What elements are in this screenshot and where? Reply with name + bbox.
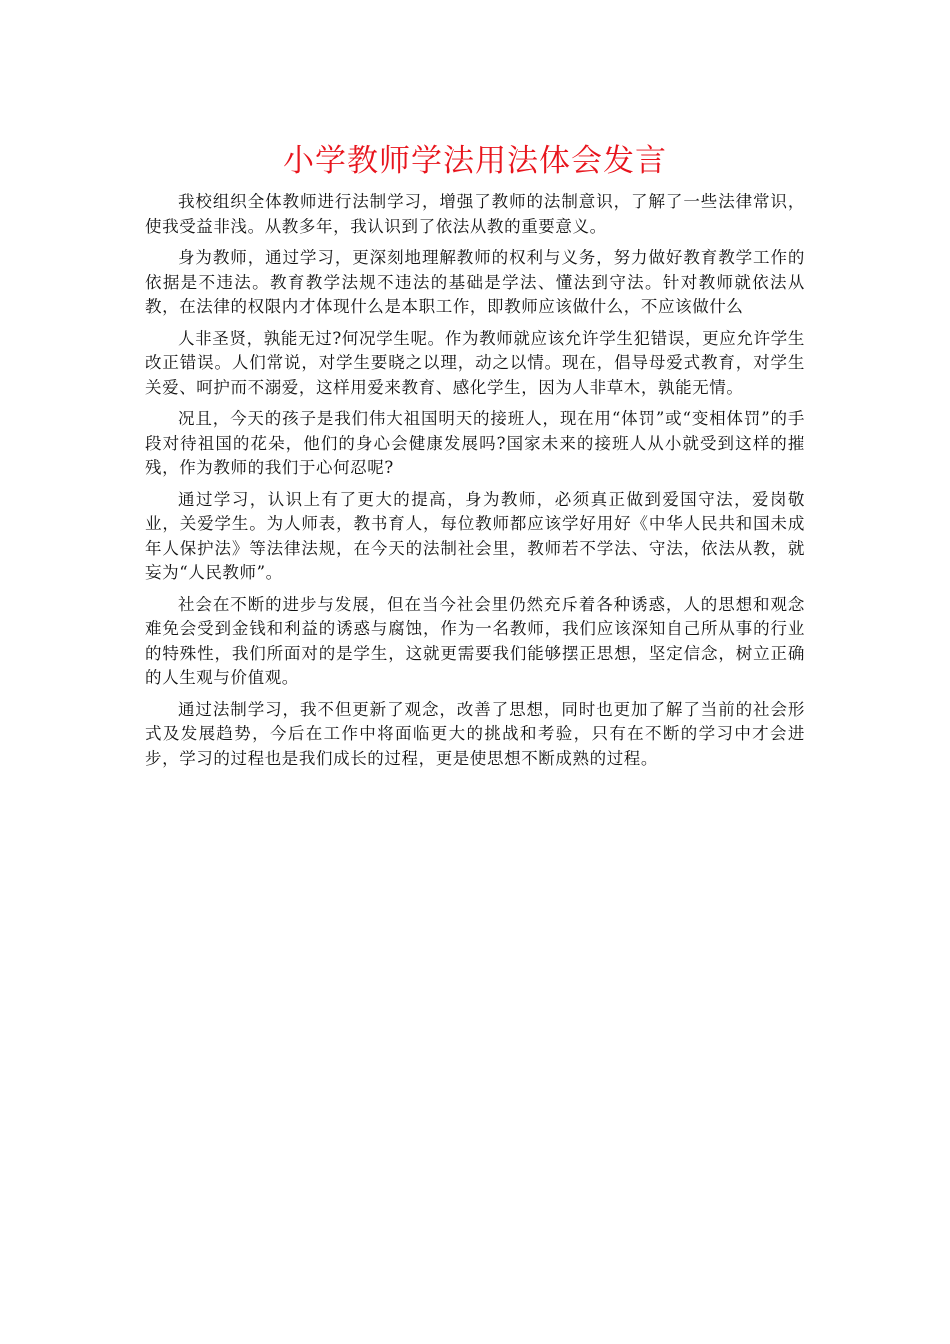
paragraph: 人非圣贤，孰能无过?何况学生呢。作为教师就应该允许学生犯错误，更应允许学生改正错误。人们常说，对学生要晓之以理，动之以情。现在，倡导母爱式教育，对学生关爱、呵护而不溺爱，这样用爱来教育、感化学生，因为人非草木，孰能无情。: [145, 328, 805, 397]
document-body: [145, 190, 805, 778]
paragraph: 社会在不断的进步与发展，但在当今社会里仍然充斥着各种诱惑，人的思想和观念难免会受到金钱和利益的诱惑与腐蚀，作为一名教师，我们应该深知自己所从事的行业的特殊性，我们所面对的是学生，这就更需要我们能够摆正思想，坚定信念，树立正确的人生观与价值观。: [145, 594, 805, 687]
paragraph: 通过法制学习，我不但更新了观念，改善了思想，同时也更加了解了当前的社会形式及发展趋势，今后在工作中将面临更大的挑战和考验，只有在不断的学习中才会进步，学习的过程也是我们成长的过程，更是使思想不断成熟的过程。: [145, 699, 805, 768]
paragraph: 况且，今天的孩子是我们伟大祖国明天的接班人，现在用“体罚”或“变相体罚”的手段对待祖国的花朵，他们的身心会健康发展吗?国家未来的接班人从小就受到这样的摧残，作为教师的我们于心何忍呢?: [145, 409, 805, 477]
paragraph: 通过学习，认识上有了更大的提高，身为教师，必须真正做到爱国守法，爱岗敬业，关爱学生。为人师表，教书育人，每位教师都应该学好用好《中华人民共和国未成年人保护法》等法律法规，在今天的法制社会里，教师若不学法、守法，依法从教，就妄为“人民教师”。: [145, 489, 805, 582]
paragraph: 我校组织全体教师进行法制学习，增强了教师的法制意识，了解了一些法律常识，使我受益非浅。从教多年，我认识到了依法从教的重要意义。: [145, 192, 805, 236]
document-title: 小学教师学法用法体会发言: [283, 143, 667, 179]
paragraph: 身为教师，通过学习，更深刻地理解教师的权利与义务，努力做好教育教学工作的依据是不违法。教育教学法规不违法的基础是学法、懂法到守法。针对教师就依法从教，在法律的权限内才体现什么是本职工作，即教师应该做什么，不应该做什么: [145, 248, 805, 316]
